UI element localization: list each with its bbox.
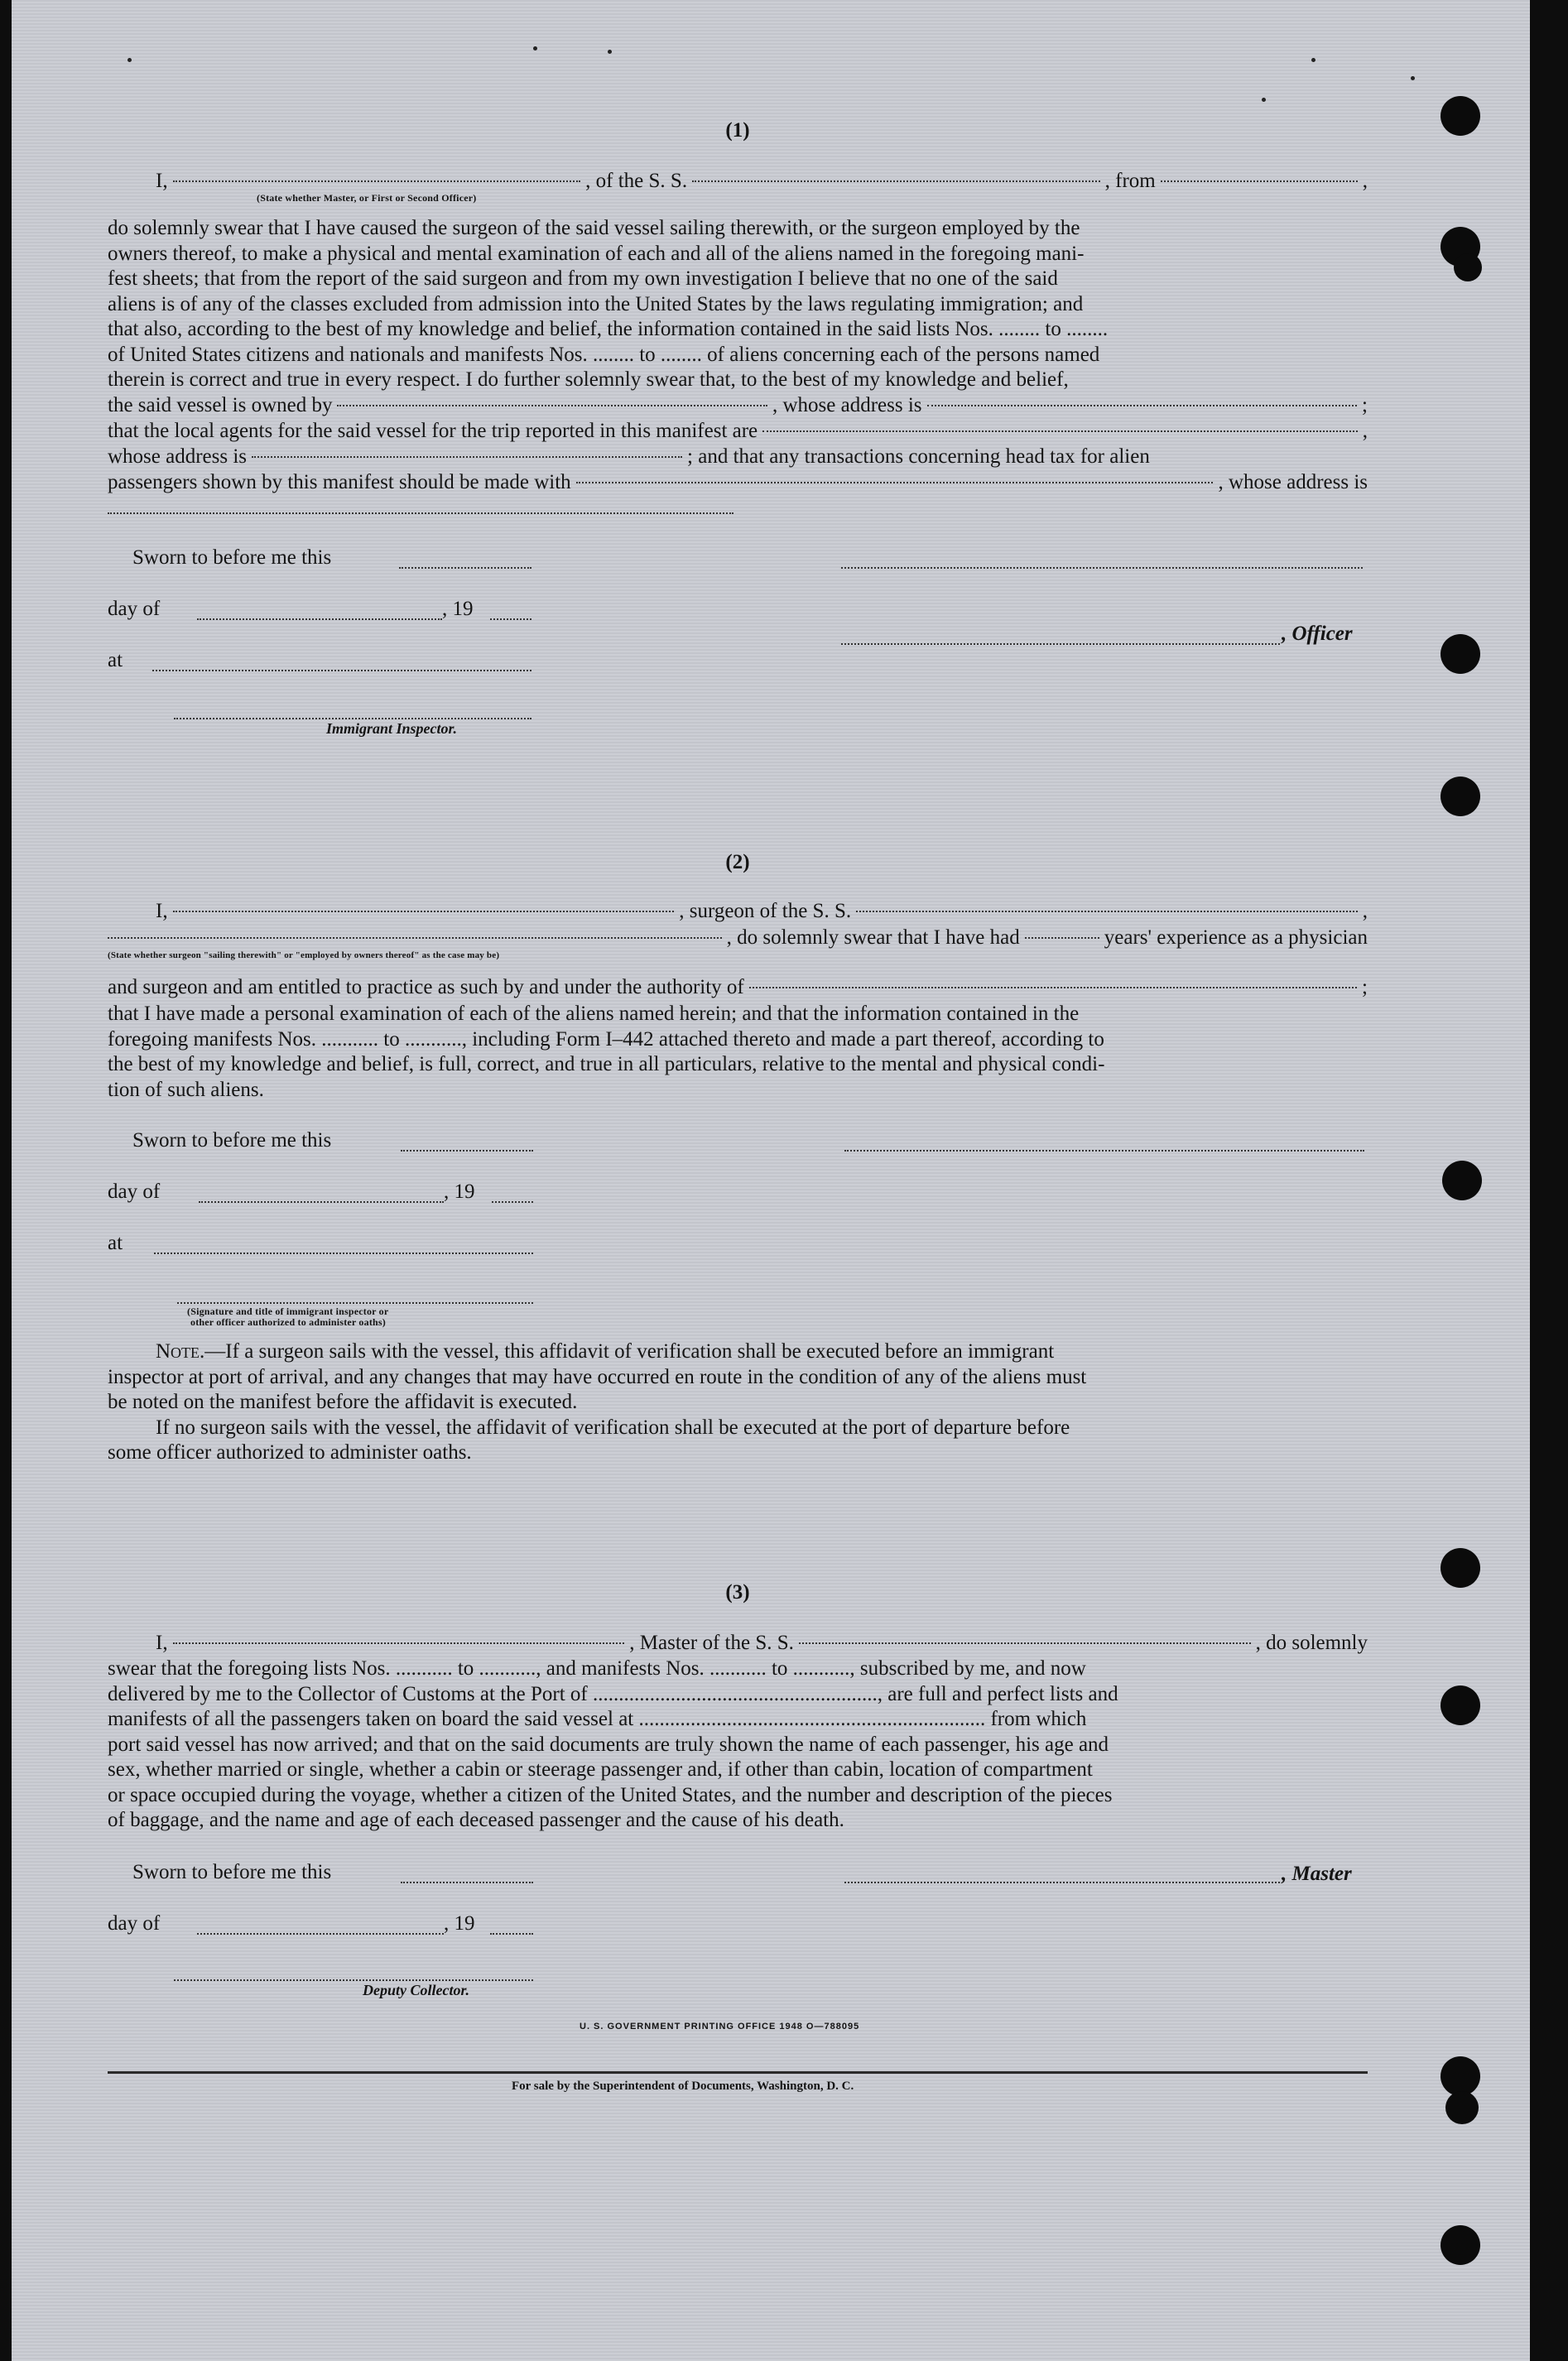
s2-line-3 bbox=[108, 975, 1368, 1000]
s1-line-1 bbox=[108, 169, 1368, 194]
s3-month-field[interactable] bbox=[197, 1932, 444, 1935]
s1-at-label: at bbox=[108, 649, 123, 671]
s3-master-caption: , Master bbox=[1282, 1863, 1352, 1885]
s1-inspector-caption: Immigrant Inspector. bbox=[326, 720, 458, 737]
s2-note bbox=[108, 1339, 1368, 1466]
s3-text-line: delivered by me to the Collector of Customs at the Port of ......................................................., are full and perfect lists and bbox=[108, 1682, 1118, 1705]
footer-rule bbox=[108, 2071, 1368, 2074]
s1-sworn-label: Sworn to before me this bbox=[132, 546, 332, 569]
s2-at-label: at bbox=[108, 1232, 123, 1254]
s3-text-line: of baggage, and the name and age of each deceased passenger and the cause of his death. bbox=[108, 1809, 844, 1831]
s1-from-label: , from bbox=[1104, 170, 1156, 192]
s2-authority-label: and surgeon and am entitled to practice as such by and under the authority of bbox=[108, 976, 744, 998]
s1-year-label: , 19 bbox=[442, 598, 474, 620]
s1-year-field[interactable] bbox=[490, 618, 531, 620]
s2-surgeon-hint: (State whether surgeon "sailing therewith" or "employed by owners thereof" as the case may be) bbox=[108, 950, 500, 960]
punch-hole bbox=[1441, 2056, 1480, 2096]
s2-official-signature-field[interactable] bbox=[177, 1301, 533, 1304]
s3-solemnly-label: , do solemnly bbox=[1255, 1632, 1368, 1654]
s1-owner-address-label: , whose address is bbox=[772, 394, 922, 416]
s1-owner-field[interactable] bbox=[337, 404, 767, 406]
s1-text-line: fest sheets; that from the report of the said surgeon and from my own investigation I believe that no one of the said bbox=[108, 267, 1058, 290]
s1-owned-label: the said vessel is owned by bbox=[108, 394, 333, 416]
punch-hole bbox=[1441, 777, 1480, 816]
s2-text-line: that I have made a personal examination of each of the aliens named herein; and that the information contained in the bbox=[108, 1003, 1080, 1025]
s2-note-text: —If a surgeon sails with the vessel, this affidavit of verification shall be executed before an immigrant bbox=[204, 1340, 1055, 1363]
s1-paragraph bbox=[108, 216, 1368, 393]
s3-text-line: port said vessel has now arrived; and that on the said documents are truly shown the name of each passenger, his age and bbox=[108, 1733, 1109, 1756]
s3-deputy-signature-field[interactable] bbox=[174, 1979, 533, 1981]
punch-hole bbox=[1441, 96, 1480, 136]
s1-agents-field[interactable] bbox=[762, 430, 1358, 432]
s2-semicolon: ; bbox=[1362, 976, 1368, 998]
s3-master-label: , Master of the S. S. bbox=[629, 1632, 794, 1654]
s2-note-line: inspector at port of arrival, and any changes that may have occurred en route in the condition of any of the aliens must bbox=[108, 1365, 1087, 1388]
sale-notice: For sale by the Superintendent of Documents, Washington, D. C. bbox=[512, 2080, 854, 2093]
s2-month-field[interactable] bbox=[199, 1200, 444, 1203]
s2-text-line: the best of my knowledge and belief, is full, correct, and true in all particulars, relative to the mental and physical condi- bbox=[108, 1053, 1105, 1075]
s2-surgeon-label: , surgeon of the S. S. bbox=[679, 900, 852, 922]
s2-i-label: I, bbox=[156, 900, 168, 922]
gpo-imprint: U. S. GOVERNMENT PRINTING OFFICE 1948 O—788095 bbox=[580, 2022, 860, 2032]
s3-text-line: manifests of all the passengers taken on board the said vessel at ................................................................... from which bbox=[108, 1708, 1087, 1730]
s3-i-label: I, bbox=[156, 1632, 168, 1654]
s1-comma: , bbox=[1362, 420, 1368, 442]
s1-text-line: aliens is of any of the classes excluded from admission into the United States by the laws regulating immigration; and bbox=[108, 292, 1084, 315]
s3-text-line: sex, whether married or single, whether a cabin or steerage passenger and, if other than cabin, location of compartment bbox=[108, 1758, 1093, 1781]
s2-note2-line: some officer authorized to administer oaths. bbox=[108, 1441, 472, 1464]
s3-sworn-label: Sworn to before me this bbox=[132, 1861, 332, 1883]
s1-whose-line bbox=[108, 445, 1368, 469]
s3-text-line: or space occupied during the voyage, whether a citizen of the United States, and the number and description of the pieces bbox=[108, 1783, 1113, 1806]
s3-year-label: , 19 bbox=[444, 1912, 475, 1935]
s2-text-line: tion of such aliens. bbox=[108, 1078, 264, 1101]
s1-ofss-label: , of the S. S. bbox=[585, 170, 688, 192]
s1-whose-address-label: , whose address is bbox=[1218, 471, 1368, 493]
s2-note2-line: If no surgeon sails with the vessel, the affidavit of verification shall be executed at the port of departure before bbox=[156, 1416, 1070, 1439]
s1-owned-line bbox=[108, 393, 1368, 418]
s1-semicolon: ; bbox=[1362, 394, 1368, 416]
s1-text-line: do solemnly swear that I have caused the surgeon of the said vessel sailing therewith, or the surgeon employed by the bbox=[108, 217, 1080, 239]
punch-hole bbox=[1441, 634, 1480, 674]
punch-hole bbox=[1441, 2225, 1480, 2265]
s2-experience-label: years' experience as a physician bbox=[1104, 926, 1368, 949]
section-2-number: (2) bbox=[725, 851, 750, 873]
s1-agents-label: that the local agents for the said vessel for the trip reported in this manifest are bbox=[108, 420, 758, 442]
s1-inspector-signature-field[interactable] bbox=[174, 717, 531, 719]
s2-line-1 bbox=[108, 899, 1368, 924]
s2-dayof-label: day of bbox=[108, 1180, 161, 1203]
s1-passengers-label: passengers shown by this manifest should be made with bbox=[108, 471, 571, 493]
punch-hole bbox=[1445, 2091, 1479, 2124]
s2-surgeon-name-field[interactable] bbox=[173, 910, 675, 912]
section-1-number: (1) bbox=[725, 119, 750, 142]
s2-sailing-field[interactable] bbox=[108, 936, 722, 939]
speck bbox=[1411, 76, 1415, 80]
s1-sworn-day-field[interactable] bbox=[399, 566, 531, 569]
s2-paragraph bbox=[108, 1002, 1368, 1103]
s2-authority-field[interactable] bbox=[749, 986, 1357, 988]
speck bbox=[1262, 98, 1266, 102]
s2-sig-hint-1: (Signature and title of immigrant inspector or bbox=[187, 1306, 389, 1317]
s2-vessel-field[interactable] bbox=[856, 910, 1358, 912]
section-3-number: (3) bbox=[725, 1581, 750, 1604]
s3-vessel-field[interactable] bbox=[799, 1642, 1251, 1644]
s2-sworn-label: Sworn to before me this bbox=[132, 1129, 332, 1152]
s1-passengers-line bbox=[108, 470, 1368, 495]
s2-note-line: be noted on the manifest before the affidavit is executed. bbox=[108, 1391, 578, 1413]
punch-hole bbox=[1441, 1548, 1480, 1588]
s1-month-field[interactable] bbox=[197, 618, 442, 620]
s2-text-line: foregoing manifests Nos. ........... to ..........., including Form I–442 attached thereto and made a part thereof, according to bbox=[108, 1027, 1104, 1051]
s3-master-name-field[interactable] bbox=[173, 1642, 625, 1644]
s1-signature-field[interactable] bbox=[841, 566, 1363, 569]
s1-officer-label: , Officer bbox=[1282, 623, 1353, 645]
s2-year-field[interactable] bbox=[492, 1200, 533, 1203]
s1-headtax-field[interactable] bbox=[576, 481, 1214, 483]
s2-swear-label: , do solemnly swear that I have had bbox=[726, 926, 1020, 949]
s1-officer-hint: (State whether Master, or First or Second Officer) bbox=[257, 192, 477, 204]
s1-text-line: of United States citizens and nationals and manifests Nos. ........ to ........ of aliens concerning each of the persons named bbox=[108, 343, 1100, 366]
s2-signature-field[interactable] bbox=[844, 1149, 1364, 1152]
s2-note-label: Note. bbox=[156, 1340, 205, 1363]
s1-text-line: owners thereof, to make a physical and mental examination of each and all of the aliens named in the foregoing mani- bbox=[108, 242, 1085, 265]
s1-whose-label: whose address is bbox=[108, 445, 248, 468]
s3-deputy-caption: Deputy Collector. bbox=[363, 1982, 469, 1998]
s1-officer-signature-field[interactable] bbox=[841, 642, 1280, 645]
s1-place-field[interactable] bbox=[152, 669, 531, 671]
s1-from-field[interactable] bbox=[1161, 180, 1358, 182]
s3-dayof-label: day of bbox=[108, 1912, 161, 1935]
s1-owner-address-field[interactable] bbox=[927, 404, 1358, 406]
s2-note-line bbox=[108, 1339, 1368, 1365]
speck bbox=[533, 46, 537, 50]
speck bbox=[1311, 58, 1315, 62]
s3-year-field[interactable] bbox=[490, 1932, 533, 1935]
s1-address-field[interactable] bbox=[108, 512, 733, 514]
s1-dayof-label: day of bbox=[108, 598, 161, 620]
punch-hole bbox=[1441, 1685, 1480, 1725]
s1-vessel-field[interactable] bbox=[692, 180, 1100, 182]
s1-headtax-text: ; and that any transactions concerning head tax for alien bbox=[687, 445, 1150, 468]
punch-hole bbox=[1442, 1161, 1482, 1200]
s2-line-2 bbox=[108, 926, 1368, 950]
s3-master-signature-field[interactable] bbox=[844, 1881, 1280, 1883]
s2-sig-hint-2: other officer authorized to administer oaths) bbox=[190, 1316, 386, 1328]
s2-sworn-day-field[interactable] bbox=[401, 1149, 533, 1152]
s2-comma: , bbox=[1362, 900, 1368, 922]
s1-comma: , bbox=[1362, 170, 1368, 192]
s2-years-field[interactable] bbox=[1025, 936, 1099, 939]
s3-sworn-day-field[interactable] bbox=[401, 1881, 533, 1883]
speck bbox=[608, 50, 612, 54]
s1-text-line: therein is correct and true in every respect. I do further solemnly swear that, to the best of my knowledge and belief, bbox=[108, 368, 1069, 391]
s1-officer-field[interactable] bbox=[173, 180, 581, 182]
s3-paragraph bbox=[108, 1657, 1368, 1834]
form-page bbox=[12, 0, 1530, 2361]
s2-year-label: , 19 bbox=[444, 1180, 475, 1203]
s1-agents-address-field[interactable] bbox=[252, 455, 682, 458]
s3-text-line: swear that the foregoing lists Nos. ........... to ..........., and manifests Nos. ........... to ..........., subscribed by me, and now bbox=[108, 1657, 1086, 1680]
s3-line-1 bbox=[108, 1631, 1368, 1656]
punch-hole bbox=[1454, 253, 1482, 281]
s1-i-label: I, bbox=[156, 170, 168, 192]
s1-text-line: that also, according to the best of my knowledge and belief, the information contained in the said lists Nos. ........ to ........ bbox=[108, 318, 1109, 340]
s2-place-field[interactable] bbox=[154, 1252, 533, 1254]
s1-agents-line bbox=[108, 419, 1368, 444]
speck bbox=[127, 58, 132, 62]
